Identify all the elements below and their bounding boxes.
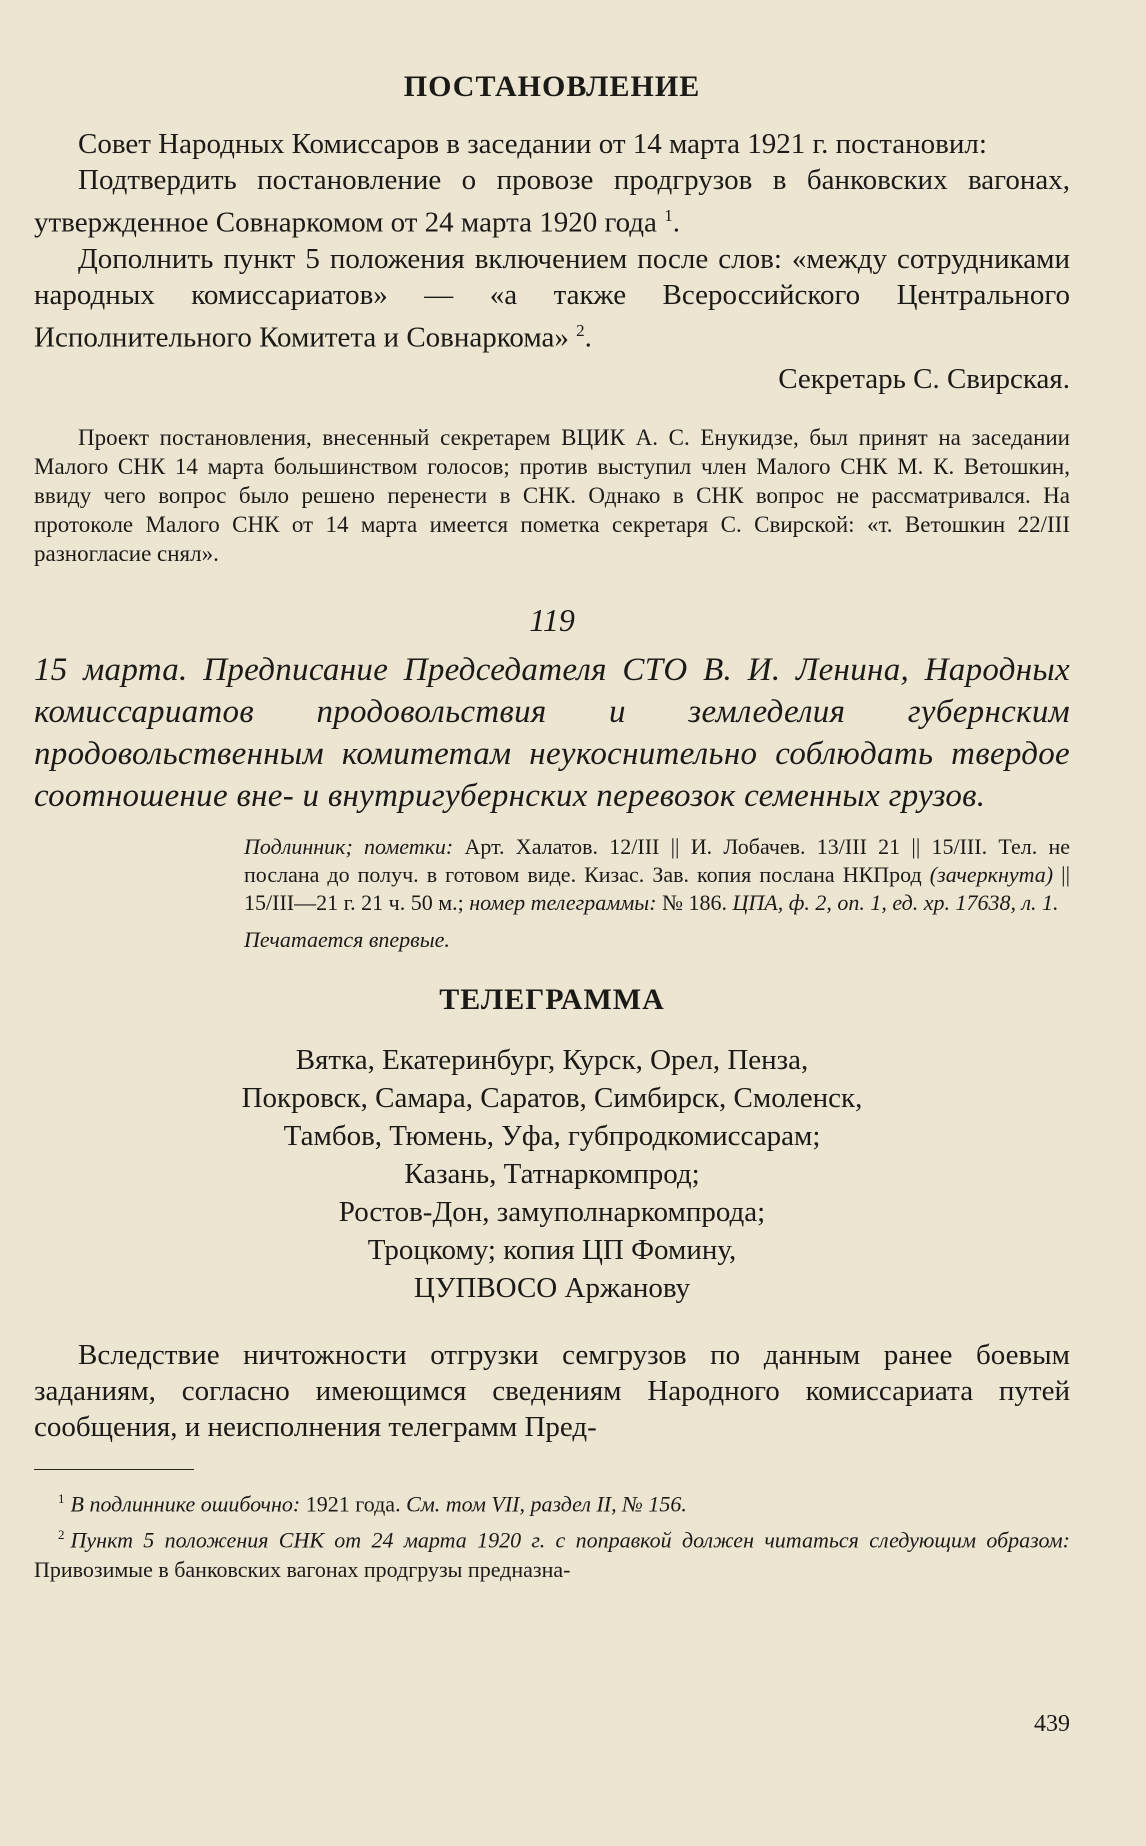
publication-note: Печатается впервые.: [244, 927, 450, 953]
addressee-line: ЦУПВОСО Аржанову: [413, 1272, 691, 1305]
decree-heading: ПОСТАНОВЛЕНИЕ: [403, 70, 701, 103]
footnote-ref-1: 1: [664, 206, 673, 225]
page-content: [34, 70, 1070, 1585]
addressee-line: Покровск, Самара, Саратов, Симбирск, Смоленск,: [241, 1082, 863, 1115]
document-title: 15 марта. Предписание Председателя СТО В. И. Ленина, Народных комиссариатов продовольствия и земледелия губернским продовольственным комитетам неукоснительно соблюдать твердое соотношение вне- и внутригубернских перевозок семенных грузов.: [34, 652, 1070, 815]
addressee-line: Вятка, Екатеринбург, Курск, Орел, Пенза,: [295, 1044, 809, 1077]
addressee-line: Ростов-Дон, замуполнаркомпрода;: [338, 1196, 766, 1229]
addressee-line: Казань, Татнаркомпрод;: [404, 1158, 700, 1191]
secretary-signature: Секретарь С. Свирская.: [778, 363, 1070, 396]
footnote-ref-2: 2: [576, 320, 585, 340]
footnote-2: $^2$ Пункт 5 положения СНК от 24 марта 1920 г. с поправкой должен читаться следующим образом: Привозимые в банковских вагонах продгрузы предназна-: [34, 1526, 1070, 1582]
footnote-1: $^1$ В подлиннике ошибочно: 1921 года. См. том VII, раздел II, № 156.: [58, 1491, 687, 1517]
editorial-note: Проект постановления, внесенный секретарем ВЦИК А. С. Енукидзе, был принят на заседании Малого СНК 14 марта большинством голосов; против выступил член Малого СНК М. К. Ветошкин, ввиду чего вопрос было решено перенести в СНК. Однако в СНК вопрос не рассматривался. На протоколе Малого СНК от 14 марта имеется пометка секретаря С. Свирской: «т. Ветошкин 22/III разногласие снял».: [34, 425, 1070, 567]
page-number: 439: [1034, 1711, 1070, 1737]
decree-paragraph-2: Дополнить пункт 5 положения включением после слов: «между сотрудниками народных комиссариатов» — «а также Всероссийского Центрального Исполнительного Комитета и Совнаркома» $^2$.: [34, 242, 1070, 354]
telegram-body: Вследствие ничтожности отгрузки семгрузов по данным ранее боевым заданиям, согласно имеющимся сведениям Народного комиссариата путей сообщения, и неисполнения телеграмм Пред-: [34, 1339, 1070, 1444]
document-number: 119: [529, 602, 575, 639]
addressee-line: Тамбов, Тюмень, Уфа, губпродкомиссарам;: [283, 1120, 821, 1153]
decree-paragraph-1: Подтвердить постановление о провозе продгрузов в банковских вагонах, утвержденное Совнаркомом от 24 марта 1920 года $^1$.: [34, 164, 1070, 239]
archival-reference: Подлинник; пометки: Арт. Халатов. 12/III || И. Лобачев. 13/III 21 || 15/III. Тел. не послана до получ. в готовом виде. Кизас. Зав. копия послана НКПрод (зачеркнута) || 15/III—21 г. 21 ч. 50 м.; номер телеграммы: № 186. ЦПА, ф. 2, оп. 1, ед. хр. 17638, л. 1.: [244, 834, 1070, 916]
decree-intro: Совет Народных Комиссаров в заседании от 14 марта 1921 г. постановил:: [78, 128, 987, 160]
footnote-divider: [34, 1469, 194, 1470]
telegram-heading: ТЕЛЕГРАММА: [439, 983, 665, 1017]
telegram-addressees: [34, 1041, 1070, 1307]
addressee-line: Троцкому; копия ЦП Фомину,: [367, 1234, 737, 1267]
